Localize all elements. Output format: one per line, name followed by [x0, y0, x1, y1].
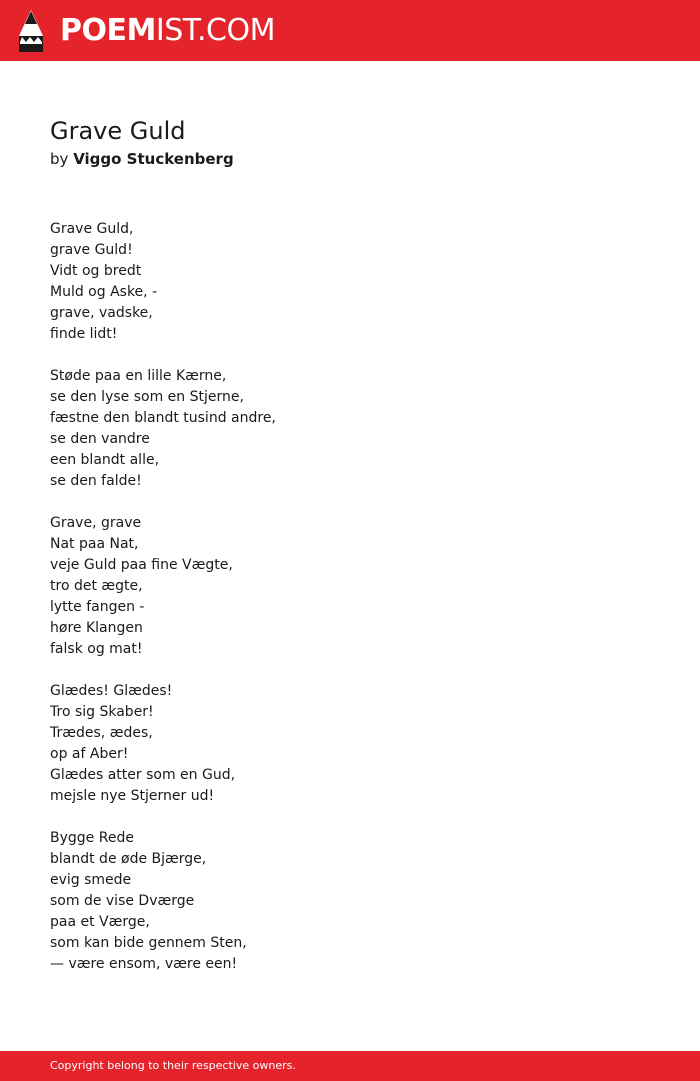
byline: [50, 148, 650, 170]
poem-line: Tro sig Skaber!: [50, 704, 154, 720]
poem-stanza: [50, 513, 650, 660]
poem-line: høre Klangen: [50, 620, 143, 636]
pencil-tip-icon: [18, 10, 44, 52]
poem-stanza: [50, 219, 650, 345]
poem-line: evig smede: [50, 872, 132, 888]
site-header: [0, 0, 700, 61]
poem-line: som de vise Dværge: [50, 893, 195, 909]
poem-line: Støde paa en lille Kærne,: [50, 368, 227, 384]
poem-stanza: [50, 366, 650, 492]
poem-line: Grave Guld,: [50, 221, 134, 237]
poem-line: Vidt og bredt: [50, 263, 142, 279]
poem-line: Trædes, ædes,: [50, 725, 153, 741]
poem-body: [50, 219, 650, 996]
poem-line: lytte fangen -: [50, 599, 145, 615]
poem-line: se den falde!: [50, 473, 142, 489]
byline-prefix: by: [50, 150, 69, 168]
poem-line: Nat paa Nat,: [50, 536, 139, 552]
logo-light-text: IST.COM: [155, 13, 275, 48]
poem-line: op af Aber!: [50, 746, 129, 762]
poem-line: se den lyse som en Stjerne,: [50, 389, 244, 405]
poem-stanza: [50, 681, 650, 807]
poem-line: Grave, grave: [50, 515, 142, 531]
copyright-text: Copyright belong to their respective owners.: [50, 1059, 296, 1072]
site-logo-text: [60, 10, 275, 52]
poem-line: paa et Værge,: [50, 914, 150, 930]
poem-line: grave, vadske,: [50, 305, 153, 321]
poem-line: Glædes! Glædes!: [50, 683, 173, 699]
site-footer: [0, 1051, 700, 1081]
author-name: Viggo Stuckenberg: [73, 150, 234, 168]
poem-line: veje Guld paa fine Vægte,: [50, 557, 233, 573]
poem-stanza: [50, 828, 650, 975]
poem-line: tro det ægte,: [50, 578, 143, 594]
poem-line: Bygge Rede: [50, 830, 134, 846]
poem-line: Muld og Aske, -: [50, 284, 158, 300]
poem-heading: [50, 114, 650, 170]
poem-line: een blandt alle,: [50, 452, 160, 468]
poem-line: grave Guld!: [50, 242, 133, 258]
poem-line: se den vandre: [50, 431, 150, 447]
poem-line: mejsle nye Stjerner ud!: [50, 788, 215, 804]
poem-line: blandt de øde Bjærge,: [50, 851, 207, 867]
poem-line: fæstne den blandt tusind andre,: [50, 410, 276, 426]
poem-line: — være ensom, være een!: [50, 956, 238, 972]
site-logo-link[interactable]: [18, 10, 275, 52]
poem-title: Grave Guld: [50, 117, 186, 145]
poem-line: Glædes atter som en Gud,: [50, 767, 236, 783]
poem-line: finde lidt!: [50, 326, 118, 342]
logo-bold-text: POEM: [60, 13, 156, 48]
poem-line: som kan bide gennem Sten,: [50, 935, 247, 951]
poem-line: falsk og mat!: [50, 641, 143, 657]
